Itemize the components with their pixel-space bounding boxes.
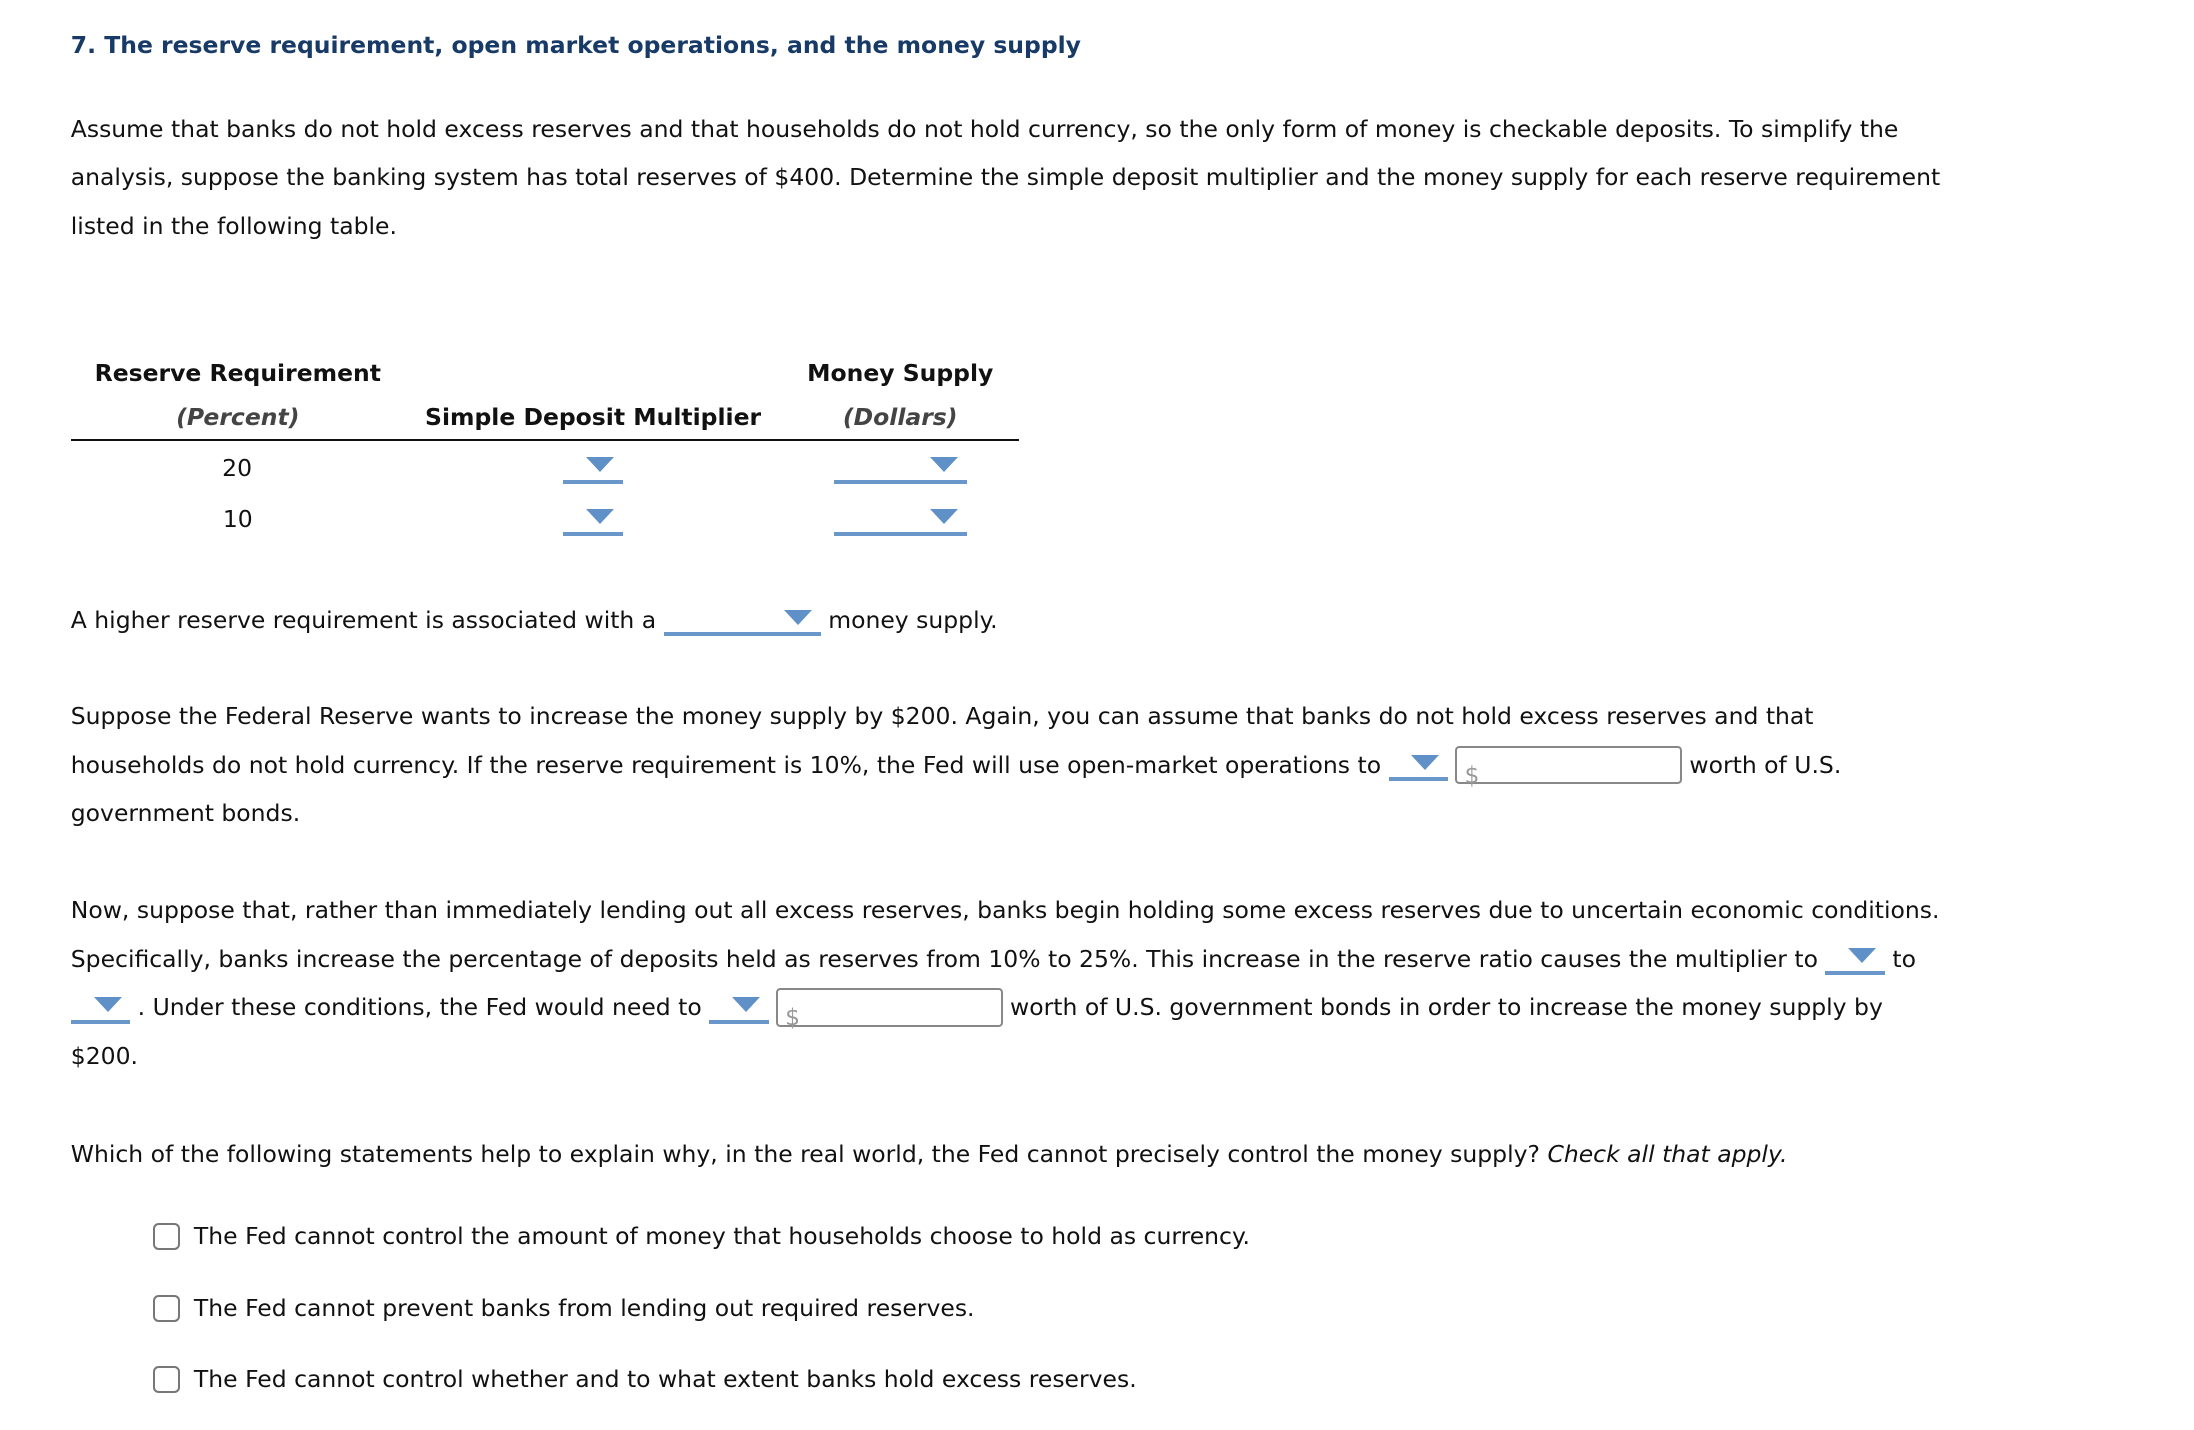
q5-prompt-text: Which of the following statements help to explain why, in the real world, the Fed cannot precisely control the money supply?: [70, 1139, 1540, 1168]
option-label-1[interactable]: The Fed cannot control the amount of money that households choose to hold as currency.: [193, 1221, 1250, 1250]
q4-text-1: Now, suppose that, rather than immediately lending out all excess reserves, banks begin holding some excess reserves due to uncertain economic conditions. Specifically, banks increase the percentage of deposits held as reserves from 10% to 25%. This increase in the reserve ratio causes the multiplier to: [70, 896, 1940, 973]
option-checkbox-2[interactable]: [153, 1295, 180, 1322]
buy-sell-dropdown[interactable]: [1389, 749, 1448, 781]
rr-value: 10: [222, 505, 253, 534]
q2-text-after: money supply.: [828, 605, 998, 634]
bond-amount-field-2[interactable]: [806, 993, 996, 1024]
reserve-table: [71, 351, 1019, 545]
intro-text: Assume that banks do not hold excess reserves and that households do not hold currency, so the only form of money is checkable deposits. To simplify the analysis, suppose the banking system has total reserves of $400. Determine the simple deposit multiplier and the money supply for each reserve requirement listed in the following table.: [70, 114, 1941, 240]
header-dollars: (Dollars): [842, 403, 958, 432]
option-label-3[interactable]: The Fed cannot control whether and to what extent banks hold excess reserves.: [193, 1364, 1137, 1393]
dropdown-arrow-icon: [732, 997, 760, 1012]
q2-text-before: A higher reserve requirement is associated with a: [70, 605, 657, 634]
multiplier-dropdown-20[interactable]: [563, 451, 622, 483]
q4-text-2: . Under these conditions, the Fed would need to: [137, 993, 702, 1022]
dollar-sign: $: [1464, 760, 1480, 789]
q5-prompt: [71, 1130, 1954, 1179]
bond-amount-input-2[interactable]: [776, 988, 1002, 1032]
q4-text-to: to: [1892, 944, 1916, 973]
rr-value: 20: [222, 453, 253, 482]
table-row: [71, 494, 1019, 545]
dropdown-arrow-icon: [586, 457, 614, 472]
bond-amount-field[interactable]: [1486, 751, 1676, 782]
money-supply-dropdown-20[interactable]: [834, 451, 967, 483]
dropdown-arrow-icon: [930, 457, 958, 472]
dropdown-arrow-icon: [586, 509, 614, 524]
dropdown-arrow-icon: [784, 610, 812, 625]
dropdown-arrow-icon: [1411, 755, 1439, 770]
multiplier-to-dropdown[interactable]: [71, 991, 130, 1023]
q3-text-before: Suppose the Federal Reserve wants to increase the money supply by $200. Again, you can assume that banks do not hold excess reserves and that households do not hold currency. If the reserve requirement is 10%, the Fed will use open-market operations to: [70, 702, 1814, 779]
money-supply-dropdown-10[interactable]: [834, 503, 967, 535]
option-checkbox-1[interactable]: [153, 1223, 180, 1250]
table-row: [71, 440, 1019, 494]
option-checkbox-3[interactable]: [153, 1366, 180, 1393]
question-title: 7. The reserve requirement, open market operations, and the money supply: [70, 31, 1081, 60]
buy-sell-dropdown-2[interactable]: [709, 991, 768, 1023]
multiplier-dropdown-10[interactable]: [563, 503, 622, 535]
money-supply-direction-dropdown[interactable]: [664, 604, 821, 636]
header-multiplier: Simple Deposit Multiplier: [425, 403, 762, 432]
q4-paragraph: [71, 886, 1954, 1080]
q5-instruction: Check all that apply.: [1547, 1139, 1788, 1168]
q2-sentence: [71, 596, 1954, 645]
dropdown-arrow-icon: [930, 509, 958, 524]
header-percent: (Percent): [176, 403, 300, 432]
header-reserve-requirement: Reserve Requirement: [94, 358, 381, 387]
option-label-2[interactable]: The Fed cannot prevent banks from lending out required reserves.: [193, 1293, 975, 1322]
dropdown-arrow-icon: [94, 997, 122, 1012]
dollar-sign: $: [785, 1003, 801, 1032]
q3-text-after: worth of U.S. government bonds.: [70, 750, 1842, 828]
dropdown-arrow-icon: [1848, 948, 1876, 963]
multiplier-from-dropdown[interactable]: [1825, 943, 1884, 975]
bond-amount-input[interactable]: [1455, 746, 1681, 789]
q4-text-3: worth of U.S. government bonds in order to increase the money supply by $200.: [70, 993, 1883, 1070]
header-money-supply: Money Supply: [807, 358, 994, 387]
q3-paragraph: [71, 692, 1954, 838]
